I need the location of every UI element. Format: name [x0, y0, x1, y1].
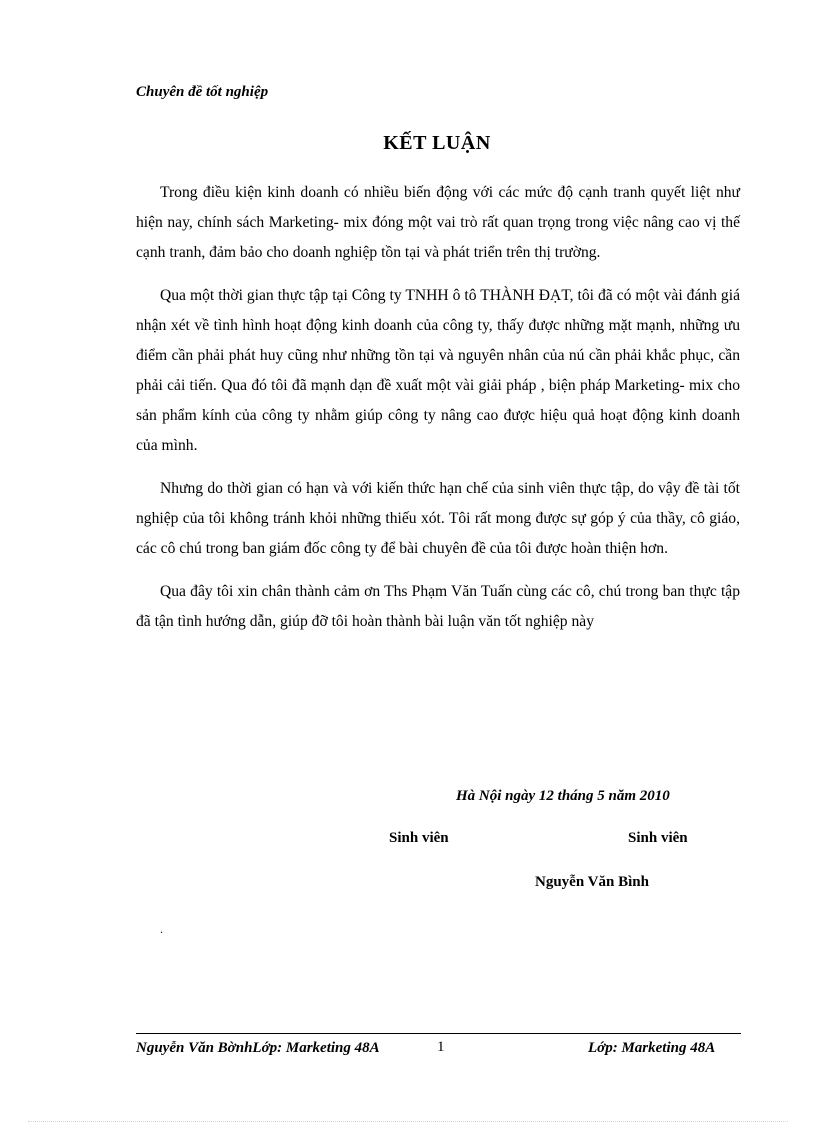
stray-dot: . — [160, 922, 163, 936]
running-header: Chuyên đề tốt nghiệp — [136, 84, 269, 100]
page-title: KẾT LUẬN — [383, 132, 491, 154]
page-number: 1 — [437, 1039, 445, 1055]
signature-name: Nguyễn Văn Bình — [535, 874, 649, 890]
paragraph-3: Nhưng do thời gian có hạn và với kiến thức hạn chế của sinh viên thực tập, do vậy đề tài tốt nghiệp của tôi không tránh khỏi những thiếu xót. Tôi rất mong được sự góp ý của thầy, cô giáo, các cô chú trong ban giám đốc công ty để bài chuyên đề của tôi được hoàn thiện hơn. — [136, 480, 740, 557]
paragraph-2: Qua một thời gian thực tập tại Công ty TNHH ô tô THÀNH ĐẠT, tôi đã có một vài đánh giá nhận xét về tình hình hoạt động kinh doanh của công ty, thấy được những mặt mạnh, những ưu điểm cần phải phát huy cũng như những tồn tại và nguyên nhân của nú cần phải khắc phục, cần phải cải tiến. Qua đó tôi đã mạnh dạn đề xuất một vài giải pháp , biện pháp Marketing- mix cho sản phẩm kính của công ty nhằm giúp công ty nâng cao được hiệu quả hoạt động kinh doanh của mình. — [136, 287, 740, 454]
footer-right: Lớp: Marketing 48A — [588, 1040, 716, 1056]
body-text — [136, 178, 740, 650]
paragraph-1: Trong điều kiện kinh doanh có nhiều biến động với các mức độ cạnh tranh quyết liệt như hiện nay, chính sách Marketing- mix đóng một vai trò rất quan trọng trong việc nâng cao vị thế cạnh tranh, đảm bảo cho doanh nghiệp tồn tại và phát triển trên thị trường. — [136, 184, 740, 261]
page-edge — [28, 1121, 788, 1122]
signature-role-left: Sinh viên — [389, 830, 449, 846]
paragraph-4: Qua đây tôi xin chân thành cảm ơn Ths Phạm Văn Tuấn cùng các cô, chú trong ban thực tập đã tận tình hướng dẫn, giúp đỡ tôi hoàn thành bài luận văn tốt nghiệp này — [136, 583, 740, 630]
footer-divider — [136, 1033, 741, 1034]
footer-left: Nguyễn Văn BờnhLớp: Marketing 48A — [136, 1040, 380, 1056]
signature-role-right: Sinh viên — [628, 830, 688, 846]
signature-date: Hà Nội ngày 12 tháng 5 năm 2010 — [456, 788, 670, 804]
